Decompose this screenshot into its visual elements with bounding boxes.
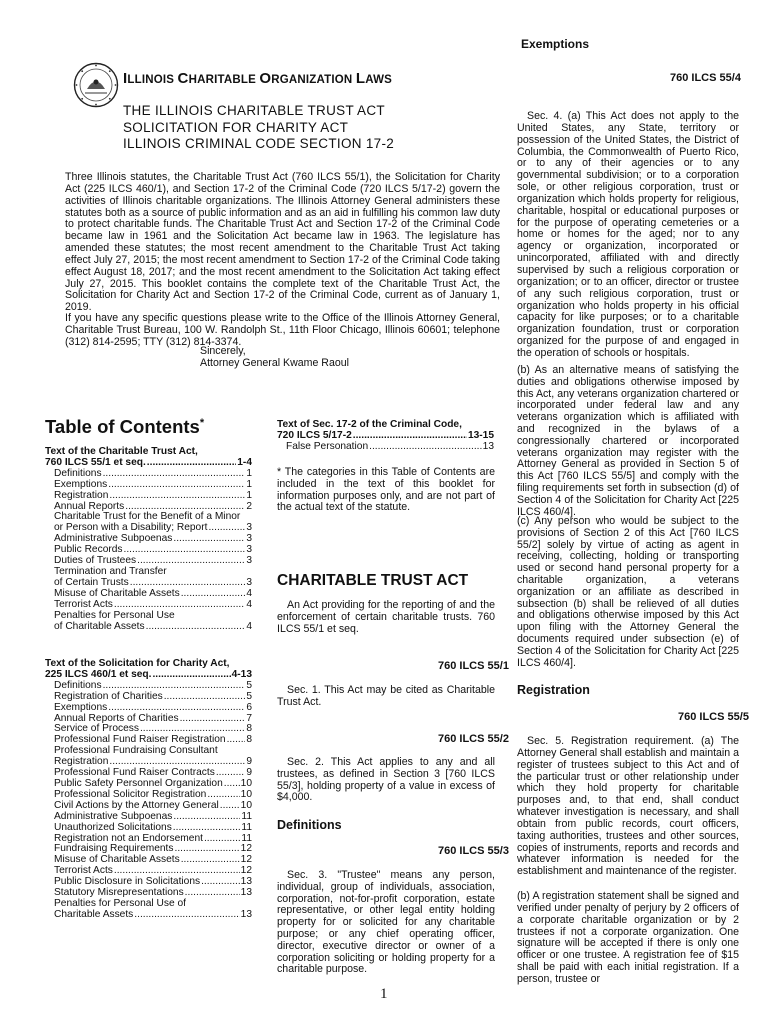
toc-entry-page: 9: [246, 756, 252, 768]
toc-entry-page: 2: [246, 500, 252, 512]
toc-entry-label: Termination and Transfer: [54, 565, 167, 577]
registration-heading: Registration: [517, 683, 590, 697]
toc-entry-label: Civil Actions by the Attorney General: [54, 799, 219, 811]
signoff-signature: Attorney General Kwame Raoul: [200, 356, 349, 369]
toc-entry-label: Registration: [54, 756, 109, 768]
toc-entry-label: Registration not an Endorsement: [54, 832, 203, 844]
toc-entry-label: Exemptions: [54, 701, 108, 713]
toc-entry-label: Public Disclosure in Solicitations: [54, 876, 201, 888]
toc-heading: Table of Contents*: [45, 416, 205, 437]
signoff-closing: Sincerely,: [200, 345, 246, 357]
toc-entry-label: Misuse of Charitable Assets: [54, 854, 180, 866]
toc-trust-act: [45, 447, 252, 632]
section-3-text: Sec. 3. "Trustee" means any person, individual, group of individuals, association, corporation, not-for-profit corporation, estate representative, or other legal entity holding property for or solicited for any charitable purpose; or any chief operating officer, director, executive director or owner of a corporation soliciting or holding property for a charitable purpose.: [277, 869, 495, 976]
definitions-heading: Definitions: [277, 818, 342, 832]
toc-entry-page: 3: [246, 522, 252, 534]
toc-entry-page: 1: [246, 489, 252, 501]
document-title: ILLINOIS CHARITABLE ORGANIZATION LAWS: [123, 70, 393, 87]
toc-entry-page: 12: [240, 843, 252, 855]
section-2-text: Sec. 2. This Act applies to any and all trustees, as defined in Section 3 [760 ILCS 55/3], holding property of a value in excess of $4,000.: [277, 756, 495, 804]
toc-entry-label: Penalties for Personal Use: [54, 609, 175, 621]
toc-entry-label: Registration: [54, 489, 109, 501]
toc-entry-page: 4: [246, 598, 252, 610]
toc-entry-page: 6: [246, 701, 252, 713]
toc-criminal-code: [277, 420, 494, 453]
toc-section-heading: Text of Sec. 17-2 of the Criminal Code,: [277, 419, 462, 430]
toc-entry-page: 3: [246, 533, 252, 545]
illinois-seal-icon: [73, 62, 119, 108]
section-citation: 760 ILCS 55/4: [670, 72, 741, 84]
toc-entry-page: 3: [246, 544, 252, 556]
document-subtitle: [123, 103, 394, 153]
toc-entry-page: 12: [240, 854, 252, 866]
toc-entry-label: Definitions: [54, 467, 102, 479]
toc-entry-label: Terrorist Acts: [54, 598, 113, 610]
toc-entry-label: Statutory Misrepresentations: [54, 887, 184, 899]
section-citation: 760 ILCS 55/1: [438, 660, 509, 672]
toc-entry: [45, 692, 252, 703]
intro-paragraph: Three Illinois statutes, the Charitable Trust Act (760 ILCS 55/1), the Solicitation for Charity Act (225 ILCS 460/1), and Section 17-2 of the Criminal Code (720 ILCS 5/17-2) govern the activities of Illinois charitable organizations. The Illinois Attorney General administers these statutes both as a source of public information and as an aid in fulfilling his common law duty to protect charitable funds. The Charitable Trust Act and Section 17-2 of the Criminal Code became law in 1961 and the Solicitation Act became law in 1963. The legislature has amended these statutes; the most recent amendment to the Charitable Trust Act taking effect July 27, 2015; the most recent amendment to Section 17-2 of the Criminal Code taking effect August 18, 2017; and the most recent amendment to the Solicitation Act taking effect July 27, 2015. This booklet contains the complete text of the Charitable Trust Act, the Solicitation for Charity Act and Section 17-2 of the Criminal Code, current as of January 1, 2019.: [65, 171, 500, 314]
toc-entry-label: Penalties for Personal Use of: [54, 897, 186, 909]
toc-entry-page: 11: [241, 832, 252, 844]
toc-entry-page: 13: [240, 887, 252, 899]
toc-entry-page: 5: [246, 690, 252, 702]
toc-entry-page: 11: [241, 821, 252, 833]
toc-entry-label: Public Records: [54, 544, 123, 556]
contact-paragraph: If you have any specific questions please write to the Office of the Illinois Attorney General, Charitable Trust Bureau, 100 W. Randolph St., 11th Floor Chicago, Illinois 60601; telephone (312) 814-2595; TTY (312) 814-3374.: [65, 312, 500, 348]
toc-entry-page: 7: [246, 712, 252, 724]
toc-entry-label: Service of Process: [54, 723, 139, 735]
toc-entry-page: 8: [246, 723, 252, 735]
toc-entry-page: 1: [246, 478, 252, 490]
section-citation: 760 ILCS 55/3: [438, 845, 509, 857]
toc-entry: [45, 812, 252, 823]
toc-entry-page: 9: [246, 767, 252, 779]
toc-entry-label: Professional Fundraising Consultant: [54, 745, 218, 757]
toc-entry-page: 3: [246, 555, 252, 567]
toc-entry-label: Public Safety Personnel Organization: [54, 777, 223, 789]
section-4b-text: (b) As an alternative means of satisfying the duties and obligations otherwise imposed by this Act, any veterans organization chartered or incorporated under federal law and any veterans organization which is affiliated with and recognized in the bylaws of a congressionally chartered or incorporated veterans organization may register with the Attorney General as provided in Section 5 of this Act [760 ILCS 55/5] and comply with the filing requirements set forth in subsection (d) of Section 4 of the Solicitation for Charity Act [225 ILCS 460/4].: [517, 364, 739, 518]
toc-entry-page: 4: [246, 587, 252, 599]
toc-entry-label: Charitable Assets: [54, 908, 134, 920]
section-citation: 760 ILCS 55/5: [678, 711, 749, 723]
toc-entry-label: Annual Reports of Charities: [54, 712, 179, 724]
toc-entry-label: Professional Fund Raiser Contracts: [54, 767, 215, 779]
toc-entry: [45, 703, 252, 714]
toc-section-range: 225 ILCS 460/1 et seq. ..... 4-13: [45, 670, 252, 681]
toc-entry-label: Duties of Trustees: [54, 555, 137, 567]
toc-entry-label: Definitions: [54, 679, 102, 691]
toc-section-heading: Text of the Solicitation for Charity Act,: [45, 658, 230, 669]
toc-entry-label: Professional Fund Raiser Registration: [54, 734, 226, 746]
toc-entry-page: 13: [240, 876, 252, 888]
toc-section-range: 720 ILCS 5/17-2 ..... 13-15: [277, 431, 494, 442]
toc-entry-label: of Certain Trusts: [54, 576, 129, 588]
running-header: Exemptions: [521, 37, 590, 51]
toc-footnote: * The categories in this Table of Contents are included in the text of this booklet for information purposes only, and are not part of the actual text of the statute.: [277, 466, 495, 514]
toc-entry-label: of Charitable Assets: [54, 620, 145, 632]
toc-entry-page: 12: [240, 865, 252, 877]
signoff: [200, 346, 349, 370]
toc-entry-label: Terrorist Acts: [54, 865, 113, 877]
toc-entry: [45, 910, 252, 921]
page-number: 1: [380, 986, 388, 1002]
toc-entry-label: Registration of Charities: [54, 690, 163, 702]
toc-entry-page: 13: [240, 908, 252, 920]
toc-entry-label: Unauthorized Solicitations: [54, 821, 172, 833]
toc-entry-page: 13: [482, 440, 494, 452]
toc-entry-page: 10: [240, 788, 252, 800]
act-heading: CHARITABLE TRUST ACT: [277, 572, 469, 589]
subtitle-line: ILLINOIS CRIMINAL CODE SECTION 17-2: [123, 136, 395, 151]
section-4a-text: Sec. 4. (a) This Act does not apply to the United States, any State, territory or possession of the United States, the District of Columbia, the Commonwealth of Puerto Rico, or to any of their agencies or to any governmental subdivision; or to a corporation sole, or other religious corporation, trust or organization which holds property for religious, charitable, hospital or educational purposes or for the purpose of operating cemeteries or a home or homes for the aged; nor to any agency or organization, incorporated or unincorporated, affiliated with and directly supervised by such a religious corporation or organization; or to an officer, director or trustee of any such religious corporation, trust or organization who holds property in his official capacity for like purposes; or to a charitable organization foundation, trust or corporation organized for the purpose of and engaged in the operation of schools or hospitals.: [517, 110, 739, 359]
subtitle-line: THE ILLINOIS CHARITABLE TRUST ACT: [123, 103, 385, 118]
toc-solicitation-act: [45, 659, 252, 921]
toc-entry: [45, 480, 252, 491]
section-citation: 760 ILCS 55/2: [438, 733, 509, 745]
section-1-text: Sec. 1. This Act may be cited as Charitable Trust Act.: [277, 684, 495, 708]
toc-entry-label: Administrative Subpoenas: [54, 533, 173, 545]
toc-entry-label: Administrative Subpoenas: [54, 810, 173, 822]
act-description: An Act providing for the reporting of and the enforcement of certain charitable trusts. 760 ILCS 55/1 et seq.: [277, 599, 495, 635]
toc-entry-page: 11: [241, 810, 252, 822]
toc-entry: [45, 823, 252, 834]
toc-entry-label: Misuse of Charitable Assets: [54, 587, 180, 599]
toc-entry-label: False Personation: [286, 440, 369, 452]
toc-entry-page: 10: [240, 777, 252, 789]
toc-entry-page: 4: [246, 620, 252, 632]
section-4c-text: (c) Any person who would be subject to the provisions of Section 2 of this Act [760 ILCS 55/2] solely by virtue of acting as agent in receiving, collecting, holding or transporting used or second hand personal property for a charitable organization, a veterans organization or an affiliate as described in subsection (b) shall be relieved of all duties and obligations otherwise imposed by this Act upon filing with the Attorney General the documents required under subsection (e) of Section 4 of the Solicitation for Charity Act [225 ILCS 460/4].: [517, 515, 739, 669]
toc-entry-label: Professional Solicitor Registration: [54, 788, 207, 800]
section-5a-text: Sec. 5. Registration requirement. (a) The Attorney General shall establish and maintain a register of trustees subject to this Act and of the particular trust or other relationship under which they hold property for charitable purposes and, to that end, shall conduct whatever investigation is necessary, and shall obtain from public records, court officers, taxing authorities, trustees and other sources, copies of instruments, reports and records and whatever information is needed for the establishment and maintenance of the register.: [517, 735, 740, 878]
toc-entry: [45, 611, 252, 622]
section-5b-text: (b) A registration statement shall be signed and verified under penalty of perjury by 2 officers of a corporate charitable organization or by 2 trustees if not a corporate organization. One signature will be accepted if there is only one officer or one trustee. A registration fee of $15 shall be paid with each initial registration. If a person, trustee or: [517, 890, 739, 985]
toc-entry-page: 1: [246, 467, 252, 479]
toc-entry-page: 8: [246, 734, 252, 746]
toc-entry-page: 3: [246, 576, 252, 588]
toc-entry-page: 5: [246, 679, 252, 691]
toc-entry-label: Annual Reports: [54, 500, 125, 512]
toc-entry-label: Exemptions: [54, 478, 108, 490]
toc-entry-label: Fundraising Requirements: [54, 843, 174, 855]
toc-section-heading: Text of the Charitable Trust Act,: [45, 446, 198, 457]
toc-entry: [45, 622, 252, 633]
toc-entry-label: Charitable Trust for the Benefit of a Minor: [54, 511, 241, 523]
subtitle-line: SOLICITATION FOR CHARITY ACT: [123, 119, 349, 135]
toc-entry: [45, 491, 252, 502]
toc-entry: [277, 442, 494, 453]
toc-entry-label: or Person with a Disability; Report: [54, 522, 208, 534]
toc-entry-page: 10: [240, 799, 252, 811]
toc-section-range: 760 ILCS 55/1 et seq. ..... 1-4: [45, 458, 252, 469]
